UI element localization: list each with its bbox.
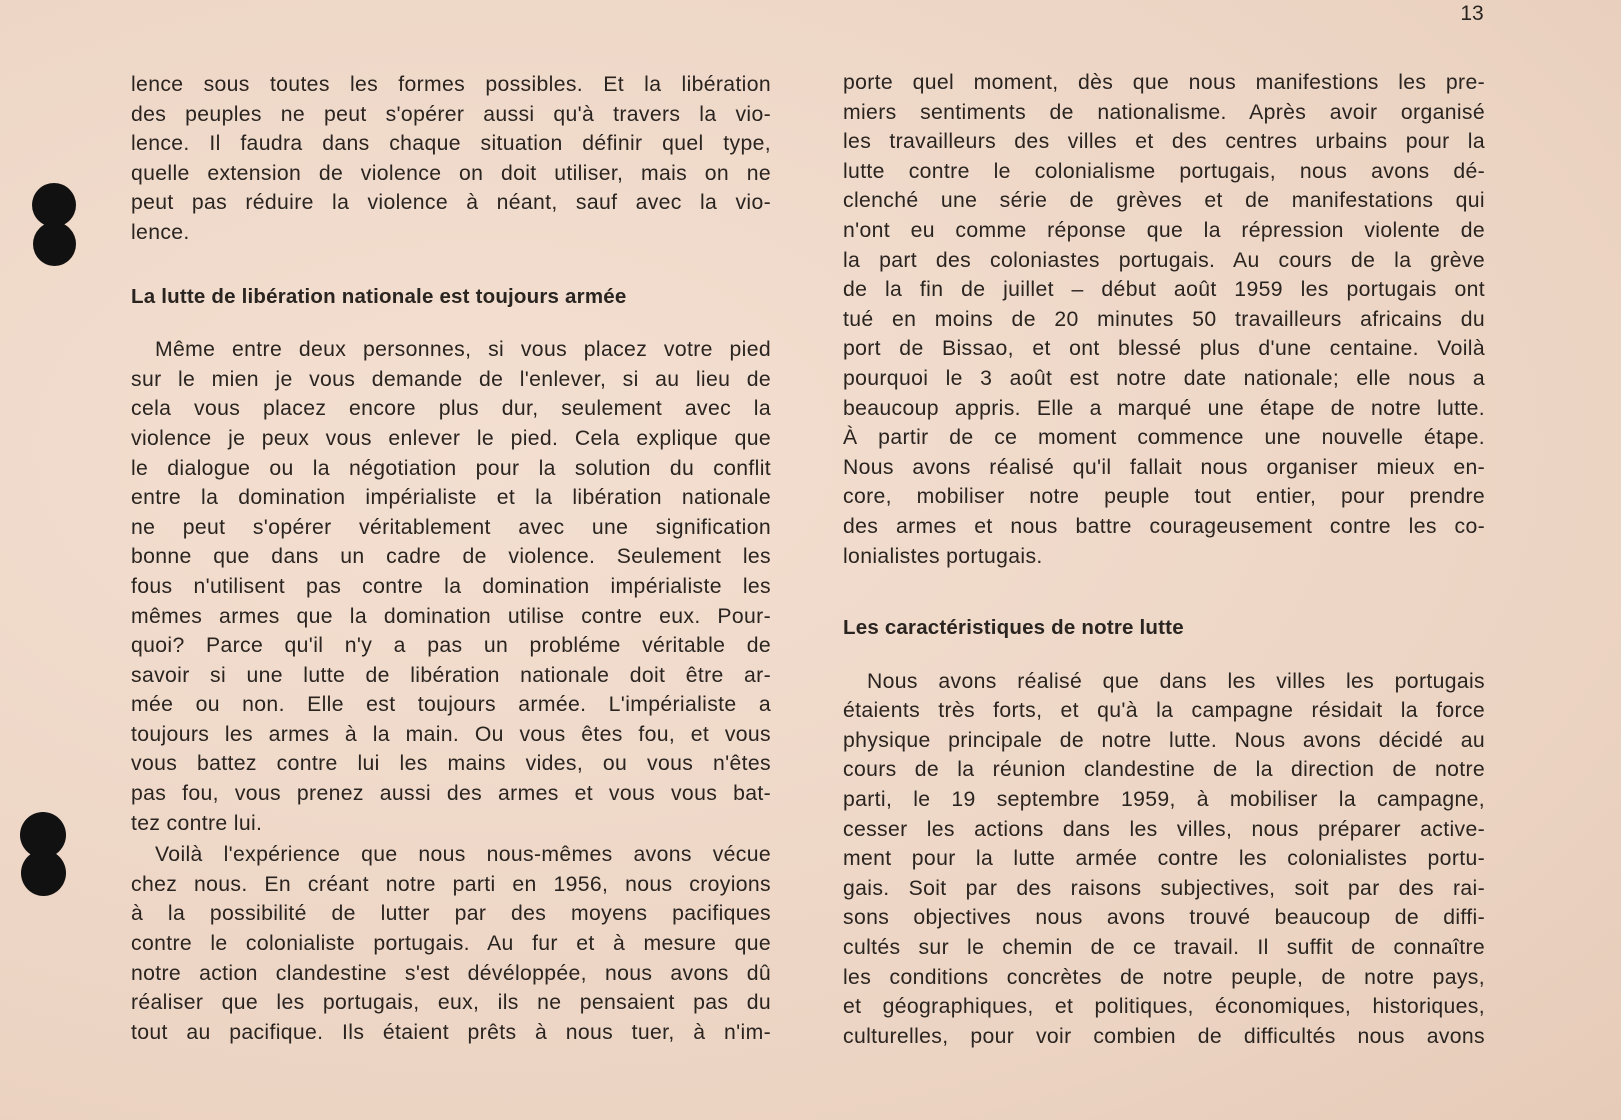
text-line: gais. Soit par des raisons subjectives, soit par des rai-	[843, 876, 1485, 900]
paragraph	[843, 68, 1485, 571]
text-line: pourquoi le 3 août est notre date nationale; elle nous a	[843, 366, 1485, 390]
text-line: le dialogue ou la négotiation pour la solution du conflit	[131, 456, 771, 480]
text-line: cesser les actions dans les villes, nous préparer active-	[843, 817, 1485, 841]
text-line: culturelles, pour voir combien de difficultés nous avons	[843, 1024, 1485, 1048]
binder-hole	[33, 222, 76, 266]
left-column	[131, 70, 771, 1047]
text-line: peut pas réduire la violence à néant, sauf avec la vio-	[131, 191, 771, 215]
text-line: chez nous. En créant notre parti en 1956, nous croyions	[131, 872, 771, 896]
text-line: notre action clandestine s'est dévéloppée, nous avons dû	[131, 961, 771, 985]
text-line: bonne que dans un cadre de violence. Seulement les	[131, 545, 771, 569]
text-line: Même entre deux personnes, si vous placez votre pied	[155, 338, 771, 362]
text-line: tué en moins de 20 minutes 50 travailleurs africains du	[843, 307, 1485, 331]
page-number: 13	[1460, 2, 1484, 25]
binder-hole	[21, 850, 66, 896]
paragraph	[131, 840, 771, 1047]
text-line: lonialistes portugais.	[843, 544, 1043, 568]
text-line: Nous avons réalisé que dans les villes les portugais	[867, 669, 1485, 693]
right-column	[843, 68, 1485, 1051]
text-line: parti, le 19 septembre 1959, à mobiliser la campagne,	[843, 788, 1485, 812]
text-line: de la fin de juillet – début août 1959 les portugais ont	[843, 278, 1485, 302]
text-line: les travailleurs des villes et des centres urbains pour la	[843, 130, 1485, 154]
text-line: et géographiques, et politiques, économiques, historiques,	[843, 995, 1485, 1019]
text-line: toujours les armes à la main. Ou vous êtes fou, et vous	[131, 722, 771, 746]
text-line: les conditions concrètes de notre peuple, de notre pays,	[843, 965, 1485, 989]
text-line: tout au pacifique. Ils étaient prêts à nous tuer, à n'im-	[131, 1020, 771, 1044]
text-line: lutte contre le colonialisme portugais, nous avons dé-	[843, 159, 1485, 183]
paragraph	[843, 667, 1485, 1052]
text-line: entre la domination impérialiste et la libération nationale	[131, 486, 771, 510]
text-line: violence je peux vous enlever le pied. Cela explique que	[131, 426, 771, 450]
text-line: À partir de ce moment commence une nouvelle étape.	[843, 426, 1485, 450]
section-heading: Les caractéristiques de notre lutte	[843, 616, 1184, 640]
text-line: physique principale de notre lutte. Nous avons décidé au	[843, 728, 1485, 752]
text-line: contre le colonialiste portugais. Au fur et à mesure que	[131, 932, 771, 956]
text-line: tez contre lui.	[131, 811, 263, 835]
section-heading: La lutte de libération nationale est toujours armée	[131, 284, 627, 308]
text-line: ment pour la lutte armée contre les colonialistes portu-	[843, 847, 1485, 871]
text-line: quoi? Parce qu'il n'y a pas un probléme véritable de	[131, 634, 771, 658]
text-line: cela vous placez encore plus dur, seulement avec la	[131, 397, 771, 421]
text-line: clenché une série de grèves et de manifestations qui	[843, 189, 1485, 213]
text-line: savoir si une lutte de libération nationale doit être ar-	[131, 663, 771, 687]
text-line: port de Bissao, et ont blessé plus d'une centaine. Voilà	[843, 337, 1485, 361]
text-line: mée ou non. Elle est toujours armée. L'impérialiste a	[131, 693, 771, 717]
text-line: quelle extension de violence on doit utiliser, mais on ne	[131, 161, 771, 185]
text-line: cours de la réunion clandestine de la direction de notre	[843, 758, 1485, 782]
text-line: Voilà l'expérience que nous nous-mêmes avons vécue	[155, 843, 771, 867]
text-line: fous n'utilisent pas contre la domination impérialiste les	[131, 574, 771, 598]
text-line: des armes et nous battre courageusement contre les co-	[843, 514, 1485, 538]
text-line: beaucoup appris. Elle a marqué une étape de notre lutte.	[843, 396, 1485, 420]
text-line: réaliser que les portugais, eux, ils ne pensaient pas du	[131, 991, 771, 1015]
text-line: la part des coloniastes portugais. Au cours de la grève	[843, 248, 1485, 272]
text-line: Nous avons réalisé qu'il fallait nous organiser mieux en-	[843, 455, 1485, 479]
text-line: des peuples ne peut s'opérer aussi qu'à travers la vio-	[131, 102, 771, 126]
text-line: ne peut s'opérer véritablement avec une signification	[131, 515, 771, 539]
text-line: étaients très forts, et qu'à la campagne résidait la force	[843, 699, 1485, 723]
text-line: vous battez contre lui les mains vides, ou vous n'êtes	[131, 752, 771, 776]
text-line: porte quel moment, dès que nous manifestions les pre-	[843, 71, 1485, 94]
paragraph	[131, 70, 771, 248]
text-line: lence. Il faudra dans chaque situation définir quel type,	[131, 132, 771, 156]
text-line: cultés sur le chemin de ce travail. Il suffit de connaître	[843, 936, 1485, 960]
text-line: lence sous toutes les formes possibles. Et la libération	[131, 73, 771, 96]
text-line: mêmes armes que la domination utilise contre eux. Pour-	[131, 604, 771, 628]
text-line: n'ont eu comme réponse que la répression violente de	[843, 218, 1485, 242]
paragraph	[131, 335, 771, 838]
text-line: sons objectives nous avons trouvé beaucoup de diffi-	[843, 906, 1485, 930]
text-line: pas fou, vous prenez aussi des armes et vous vous bat-	[131, 782, 771, 806]
text-line: core, mobiliser notre peuple tout entier, pour prendre	[843, 485, 1485, 509]
text-line: sur le mien je vous demande de l'enlever, si au lieu de	[131, 367, 771, 391]
binder-hole	[32, 183, 76, 227]
text-line: miers sentiments de nationalisme. Après avoir organisé	[843, 100, 1485, 124]
text-line: lence.	[131, 220, 190, 244]
text-line: à la possibilité de lutter par des moyens pacifiques	[131, 902, 771, 926]
